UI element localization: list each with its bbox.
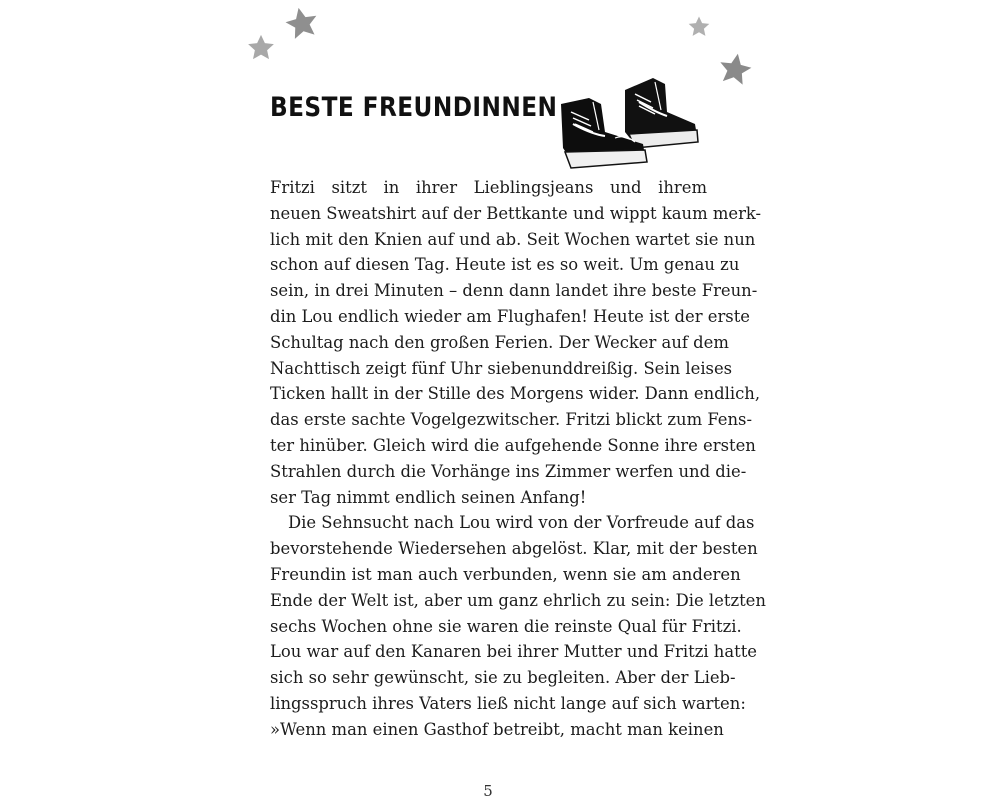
text-line: Die Sehnsucht nach Lou wird von der Vorfreude auf das — [288, 513, 755, 533]
text-line: lingsspruch ihres Vaters ließ nicht lange auf sich warten: — [270, 693, 746, 713]
text-line: lich mit den Knien auf und ab. Seit Wochen wartet sie nun — [270, 229, 756, 249]
sneakers-icon — [555, 72, 705, 172]
star-icon — [716, 52, 754, 88]
text-line: sechs Wochen ohne sie waren die reinste Qual für Fritzi. — [270, 616, 742, 636]
text-line: das erste sachte Vogelgezwitscher. Fritzi blickt zum Fens- — [270, 410, 753, 430]
text-line: »Wenn man einen Gasthof betreibt, macht man keinen — [270, 719, 724, 739]
text-line: Strahlen durch die Vorhänge ins Zimmer werfen und die- — [270, 461, 747, 481]
text-line: sich so sehr gewünscht, sie zu begleiten. Aber der Lieb- — [270, 668, 736, 688]
text-line: Schultag nach den großen Ferien. Der Wecker auf dem — [270, 332, 729, 352]
body-text — [270, 175, 766, 743]
text-line: din Lou endlich wieder am Flughafen! Heute ist der erste — [270, 306, 751, 326]
text-line: Lou war auf den Kanaren bei ihrer Mutter und Fritzi hatte — [270, 642, 757, 662]
star-icon — [686, 15, 712, 39]
text-line: Fritzi sitzt in ihrer Lieblingsjeans und ihrem — [270, 178, 707, 197]
text-line: schon auf diesen Tag. Heute ist es so weit. Um genau zu — [270, 255, 740, 275]
text-line: Freundin ist man auch verbunden, wenn sie am anderen — [270, 564, 741, 584]
text-line: Ticken hallt in der Stille des Morgens wider. Dann endlich, — [270, 384, 761, 404]
text-line: sein, in drei Minuten – denn dann landet ihre beste Freun- — [270, 281, 758, 301]
star-icon — [284, 5, 320, 43]
text-line: ser Tag nimmt endlich seinen Anfang! — [270, 487, 587, 507]
text-line: ter hinüber. Gleich wird die aufgehende Sonne ihre ersten — [270, 435, 756, 455]
chapter-title: BESTE FREUNDINNEN — [270, 92, 558, 123]
text-line: Nachttisch zeigt fünf Uhr siebenunddreißig. Sein leises — [270, 358, 733, 378]
text-line: neuen Sweatshirt auf der Bettkante und wippt kaum merk- — [270, 203, 762, 223]
text-line: Ende der Welt ist, aber um ganz ehrlich zu sein: Die letzten — [270, 590, 766, 610]
star-icon — [245, 33, 277, 63]
page-number: 5 — [483, 782, 493, 800]
text-line: bevorstehende Wiedersehen abgelöst. Klar, mit der besten — [270, 539, 758, 559]
